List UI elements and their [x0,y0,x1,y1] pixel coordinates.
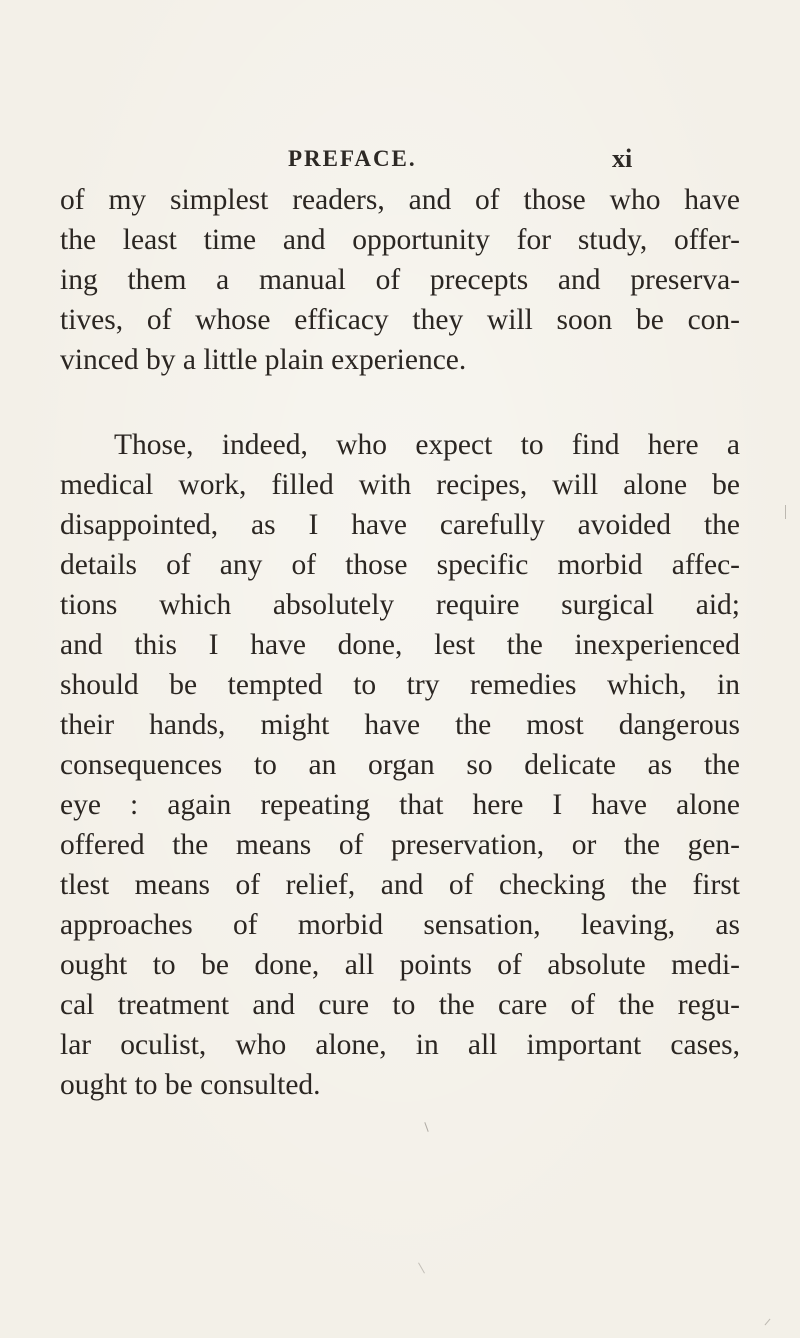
text-line: cal treatment and cure to the care of the regu- [60,989,740,1021]
running-head [0,146,800,176]
text-line: their hands, might have the most dangerous [60,709,740,741]
text-line: of my simplest readers, and of those who have [60,184,740,216]
text-line: approaches of morbid sensation, leaving, as [60,909,740,941]
text-line: vinced by a little plain experience. [60,344,467,376]
text-line: tions which absolutely require surgical aid; [60,589,740,621]
text-line: the least time and opportunity for study, offer- [60,224,740,256]
text-line: ought to be done, all points of absolute medi- [60,949,740,981]
text-line: Those, indeed, who expect to find here a [114,429,740,461]
paragraph-2 [60,425,740,1105]
text-line: medical work, filled with recipes, will alone be [60,469,740,501]
text-line: eye : again repeating that here I have alone [60,789,740,821]
text-line: consequences to an organ so delicate as the [60,749,740,781]
text-line: offered the means of preservation, or the gen- [60,829,740,861]
text-line: disappointed, as I have carefully avoided the [60,509,740,541]
paper-speck [765,1319,771,1326]
text-line: lar oculist, who alone, in all important cases, [60,1029,740,1061]
paper-speck [785,505,786,519]
paper-speck [424,1122,428,1132]
paragraph-gap [60,380,740,425]
text-line: tlest means of relief, and of checking the first [60,869,740,901]
text-line: ought to be consulted. [60,1069,321,1101]
page-number: xi [612,144,633,173]
body-text [60,180,740,1105]
paper-speck [418,1263,425,1274]
text-line: should be tempted to try remedies which, in [60,669,740,701]
text-line: tives, of whose efficacy they will soon be con- [60,304,740,336]
text-line: details of any of those specific morbid affec- [60,549,740,581]
text-line: ing them a manual of precepts and preserva- [60,264,740,296]
running-title: PREFACE. [288,146,417,171]
text-line: and this I have done, lest the inexperienced [60,629,740,661]
paragraph-1 [60,180,740,380]
